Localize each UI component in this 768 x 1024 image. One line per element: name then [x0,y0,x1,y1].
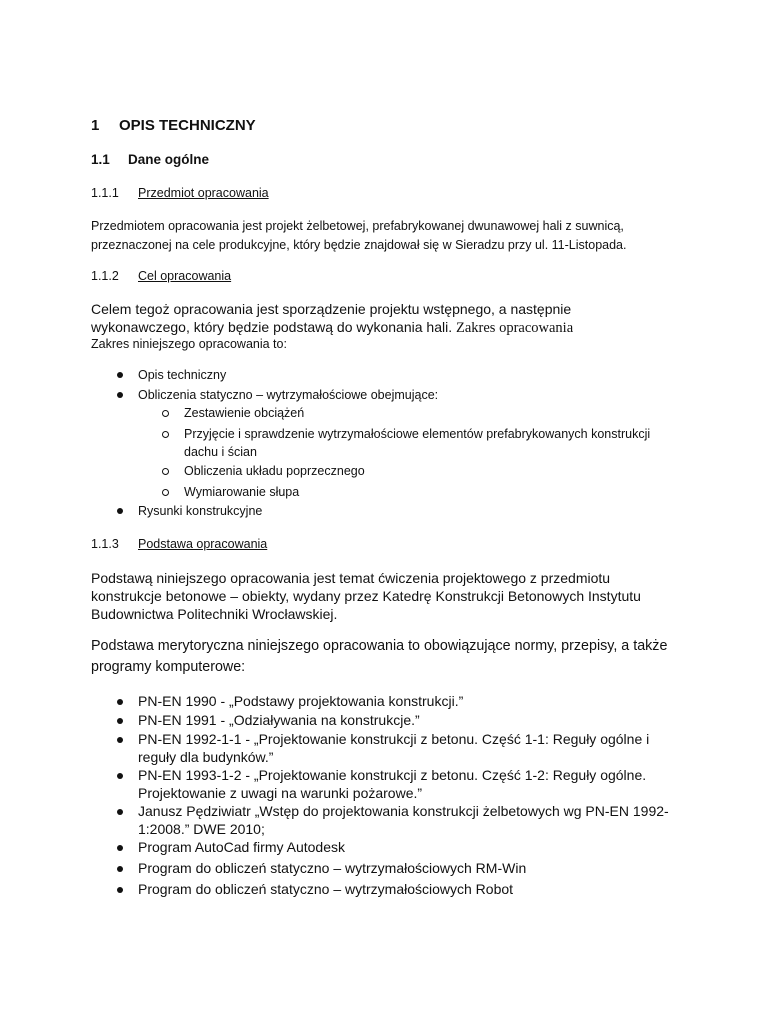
list-item: PN-EN 1992-1-1 - „Projektowanie konstrukcji z betonu. Część 1-1: Reguły ogólne i [138,731,650,747]
list-item-continuation: reguły dla budynków.” [138,749,274,765]
list-item: Obliczenia statyczno – wytrzymałościowe obejmujące: [138,388,439,402]
section-1-1-3-number: 1.1.3 [91,537,119,551]
section-1-1-2-title: Cel opracowania [138,269,232,283]
sub-list-item: Wymiarowanie słupa [184,485,300,499]
list-item: PN-EN 1990 - „Podstawy projektowania konstrukcji.” [138,693,464,709]
heading-1-title: OPIS TECHNICZNY [119,117,256,134]
scope-intro: Zakres niniejszego opracowania to: [91,337,287,351]
paragraph-line: Podstawa merytoryczna niniejszego opracowania to obowiązujące normy, przepisy, a także [91,638,668,654]
section-1-1-3-title: Podstawa opracowania [138,537,268,551]
bullet-dot [117,372,123,378]
list-item: Program AutoCad firmy Autodesk [138,839,345,855]
bullet-dot [117,718,123,724]
paragraph-line: konstrukcje betonowe – obiekty, wydany przez Katedrę Konstrukcji Betonowych Instytutu [91,588,641,604]
sub-list-item: Zestawienie obciążeń [184,406,305,420]
paragraph-line: programy komputerowe: [91,659,246,675]
bullet-dot [117,737,123,743]
bullet-dot [117,773,123,779]
bullet-circle [162,489,169,496]
sub-list-item: Przyjęcie i sprawdzenie wytrzymałościowe elementów prefabrykowanych konstrukcji [184,427,651,441]
paragraph-line: przeznaczonej na cele produkcyjne, który będzie znajdował się w Sieradzu przy ul. 11-Listopada. [91,238,627,252]
list-item: Program do obliczeń statyczno – wytrzymałościowych RM-Win [138,860,527,876]
section-1-1-1-number: 1.1.1 [91,186,119,200]
heading-2-number: 1.1 [91,152,110,167]
list-item: PN-EN 1993-1-2 - „Projektowanie konstrukcji z betonu. Część 1-2: Reguły ogólne. [138,767,647,783]
heading-1-number: 1 [91,117,100,134]
list-item-continuation: 1:2008.” DWE 2010; [138,821,265,837]
heading-2-title: Dane ogólne [128,152,210,167]
sub-list-item: Obliczenia układu poprzecznego [184,464,365,478]
section-1-1-1-title: Przedmiot opracowania [138,186,269,200]
list-item: Program do obliczeń statyczno – wytrzymałościowych Robot [138,881,514,897]
bullet-dot [117,887,123,893]
bullet-dot [117,699,123,705]
bullet-dot [117,845,123,851]
list-item: PN-EN 1991 - „Odziaływania na konstrukcje.” [138,712,420,728]
bullet-circle [162,410,169,417]
bullet-dot [117,866,123,872]
sub-list-item-continuation: dachu i ścian [184,445,257,459]
paragraph-line: Budownictwa Politechniki Wrocławskiej. [91,606,338,622]
list-item-continuation: Projektowanie z uwagi na warunki pożarowe.” [138,785,423,801]
inline-heading-text: Zakres opracowania [456,320,574,336]
paragraph-line: Przedmiotem opracowania jest projekt żelbetowej, prefabrykowanej dwunawowej hali z suwnicą, [91,219,624,233]
bullet-dot [117,392,123,398]
list-item: Janusz Pędziwiatr „Wstęp do projektowania konstrukcji żelbetowych wg PN-EN 1992- [138,803,669,819]
section-1-1-2-number: 1.1.2 [91,269,119,283]
paragraph-text: wykonawczego, który będzie podstawą do wykonania hali. [91,319,453,335]
paragraph-line: Celem tegoż opracowania jest sporządzenie projektu wstępnego, a następnie [91,301,572,317]
bullet-circle [162,431,169,438]
paragraph-line: Podstawą niniejszego opracowania jest temat ćwiczenia projektowego z przedmiotu [91,570,611,586]
bullet-dot [117,809,123,815]
bullet-dot [117,508,123,514]
list-item: Rysunki konstrukcyjne [138,504,263,518]
list-item: Opis techniczny [138,368,227,382]
bullet-circle [162,468,169,475]
